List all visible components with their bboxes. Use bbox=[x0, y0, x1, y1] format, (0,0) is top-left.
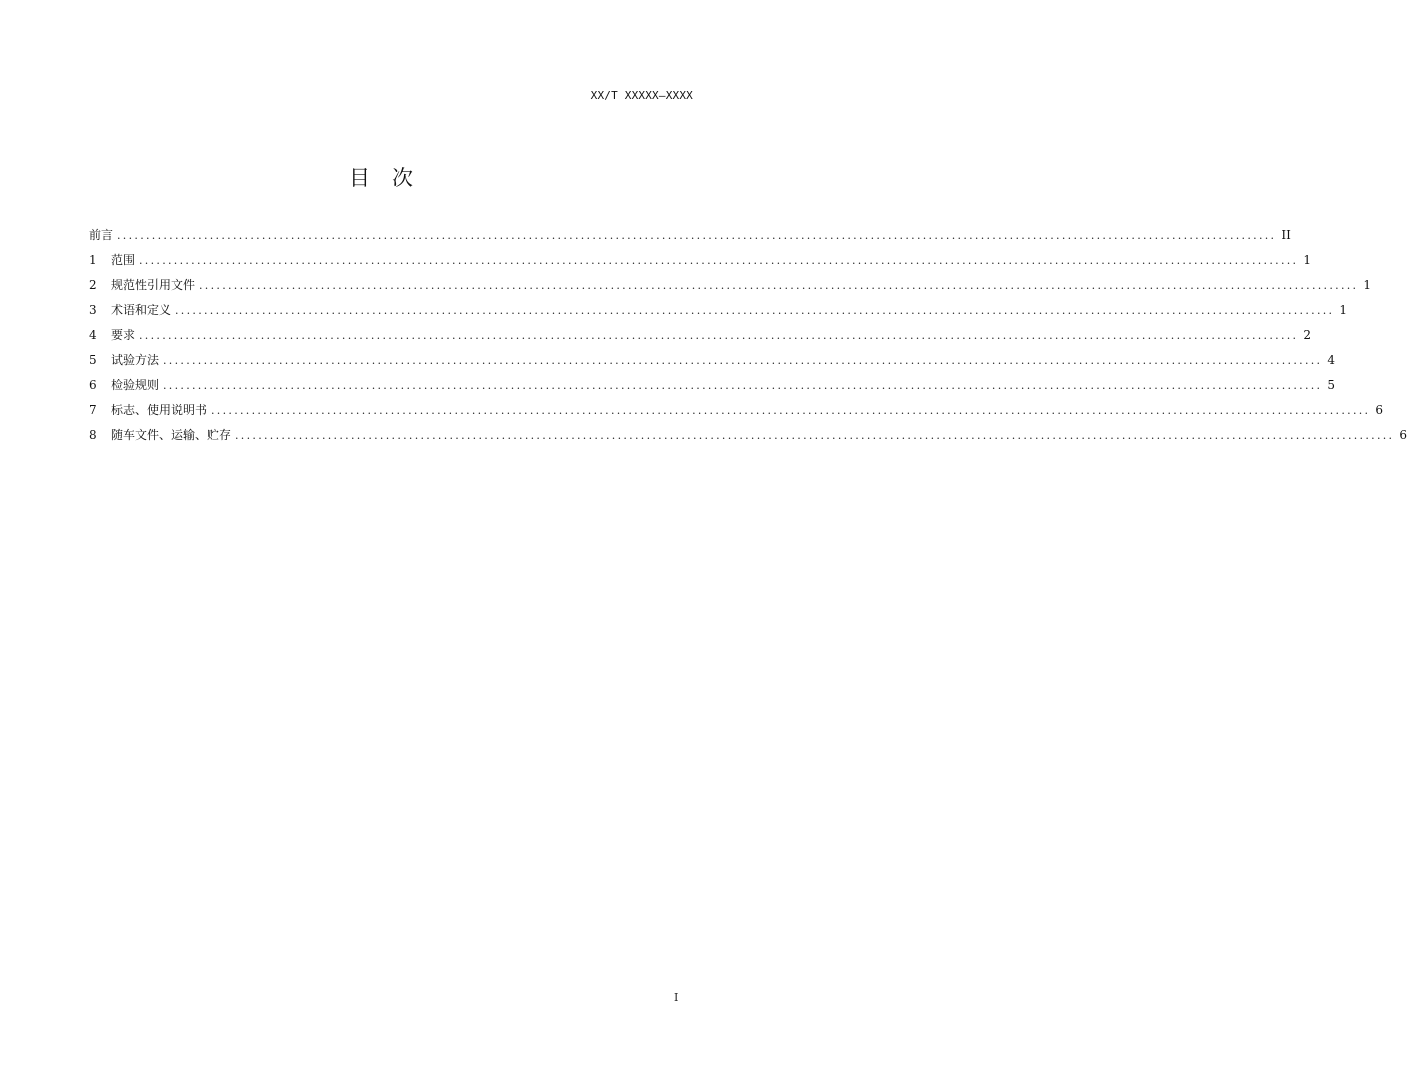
toc-dot-leader: ........................................................................................................................................................................................................ bbox=[139, 254, 1299, 267]
toc-entry-page: 1 bbox=[1339, 303, 1347, 317]
toc-entry-page: 2 bbox=[1303, 328, 1311, 342]
toc-dot-leader: ........................................................................................................................................................................................................ bbox=[139, 329, 1299, 342]
document-code: XX/T XXXXX—XXXX bbox=[590, 89, 693, 102]
toc-dot-leader: ........................................................................................................................................................................................................ bbox=[211, 404, 1371, 417]
toc-entry-label: 术语和定义 bbox=[111, 303, 172, 317]
toc-entry-page: 5 bbox=[1327, 378, 1335, 392]
toc-dot-leader: ........................................................................................................................................................................................................ bbox=[235, 429, 1395, 442]
table-of-contents bbox=[89, 227, 1407, 452]
toc-entry-marking-manual[interactable] bbox=[89, 402, 1383, 427]
toc-dot-leader: ........................................................................................................................................................................................................ bbox=[117, 229, 1277, 242]
toc-entry-number: 8 bbox=[89, 428, 97, 442]
toc-entry-number: 7 bbox=[89, 403, 97, 417]
toc-entry-number: 4 bbox=[89, 328, 97, 342]
toc-entry-number: 1 bbox=[89, 253, 97, 267]
toc-entry-normative-references[interactable] bbox=[89, 277, 1371, 302]
toc-entry-inspection-rules[interactable] bbox=[89, 377, 1335, 402]
toc-entry-page: 1 bbox=[1303, 253, 1311, 267]
toc-dot-leader: ........................................................................................................................................................................................................ bbox=[199, 279, 1359, 292]
toc-entry-page: 6 bbox=[1375, 403, 1383, 417]
toc-dot-leader: ........................................................................................................................................................................................................ bbox=[163, 379, 1323, 392]
toc-dot-leader: ........................................................................................................................................................................................................ bbox=[175, 304, 1335, 317]
toc-entry-label: 检验规则 bbox=[111, 378, 160, 392]
toc-entry-terms-definitions[interactable] bbox=[89, 302, 1347, 327]
toc-entry-number: 5 bbox=[89, 353, 97, 367]
toc-entry-requirements[interactable] bbox=[89, 327, 1311, 352]
toc-entry-label: 范围 bbox=[111, 253, 136, 267]
toc-dot-leader: ........................................................................................................................................................................................................ bbox=[163, 354, 1323, 367]
toc-entry-page: II bbox=[1281, 228, 1291, 242]
toc-entry-page: 4 bbox=[1327, 353, 1335, 367]
toc-entry-scope[interactable] bbox=[89, 252, 1311, 277]
toc-entry-documents-transport-storage[interactable] bbox=[89, 427, 1407, 452]
toc-entry-label: 规范性引用文件 bbox=[111, 278, 196, 292]
toc-entry-page: 1 bbox=[1363, 278, 1371, 292]
toc-entry-number: 3 bbox=[89, 303, 97, 317]
toc-entry-page: 6 bbox=[1399, 428, 1407, 442]
toc-entry-label: 标志、使用说明书 bbox=[111, 403, 208, 417]
page-number: I bbox=[674, 991, 679, 1004]
toc-entry-label: 试验方法 bbox=[111, 353, 160, 367]
toc-entry-number: 6 bbox=[89, 378, 97, 392]
page-title: 目次 bbox=[349, 166, 435, 190]
toc-entry-foreword[interactable] bbox=[89, 227, 1291, 252]
toc-entry-number: 2 bbox=[89, 278, 97, 292]
toc-entry-label: 随车文件、运输、贮存 bbox=[111, 428, 232, 442]
toc-entry-label: 前言 bbox=[89, 228, 114, 242]
toc-entry-label: 要求 bbox=[111, 328, 136, 342]
toc-entry-test-methods[interactable] bbox=[89, 352, 1335, 377]
